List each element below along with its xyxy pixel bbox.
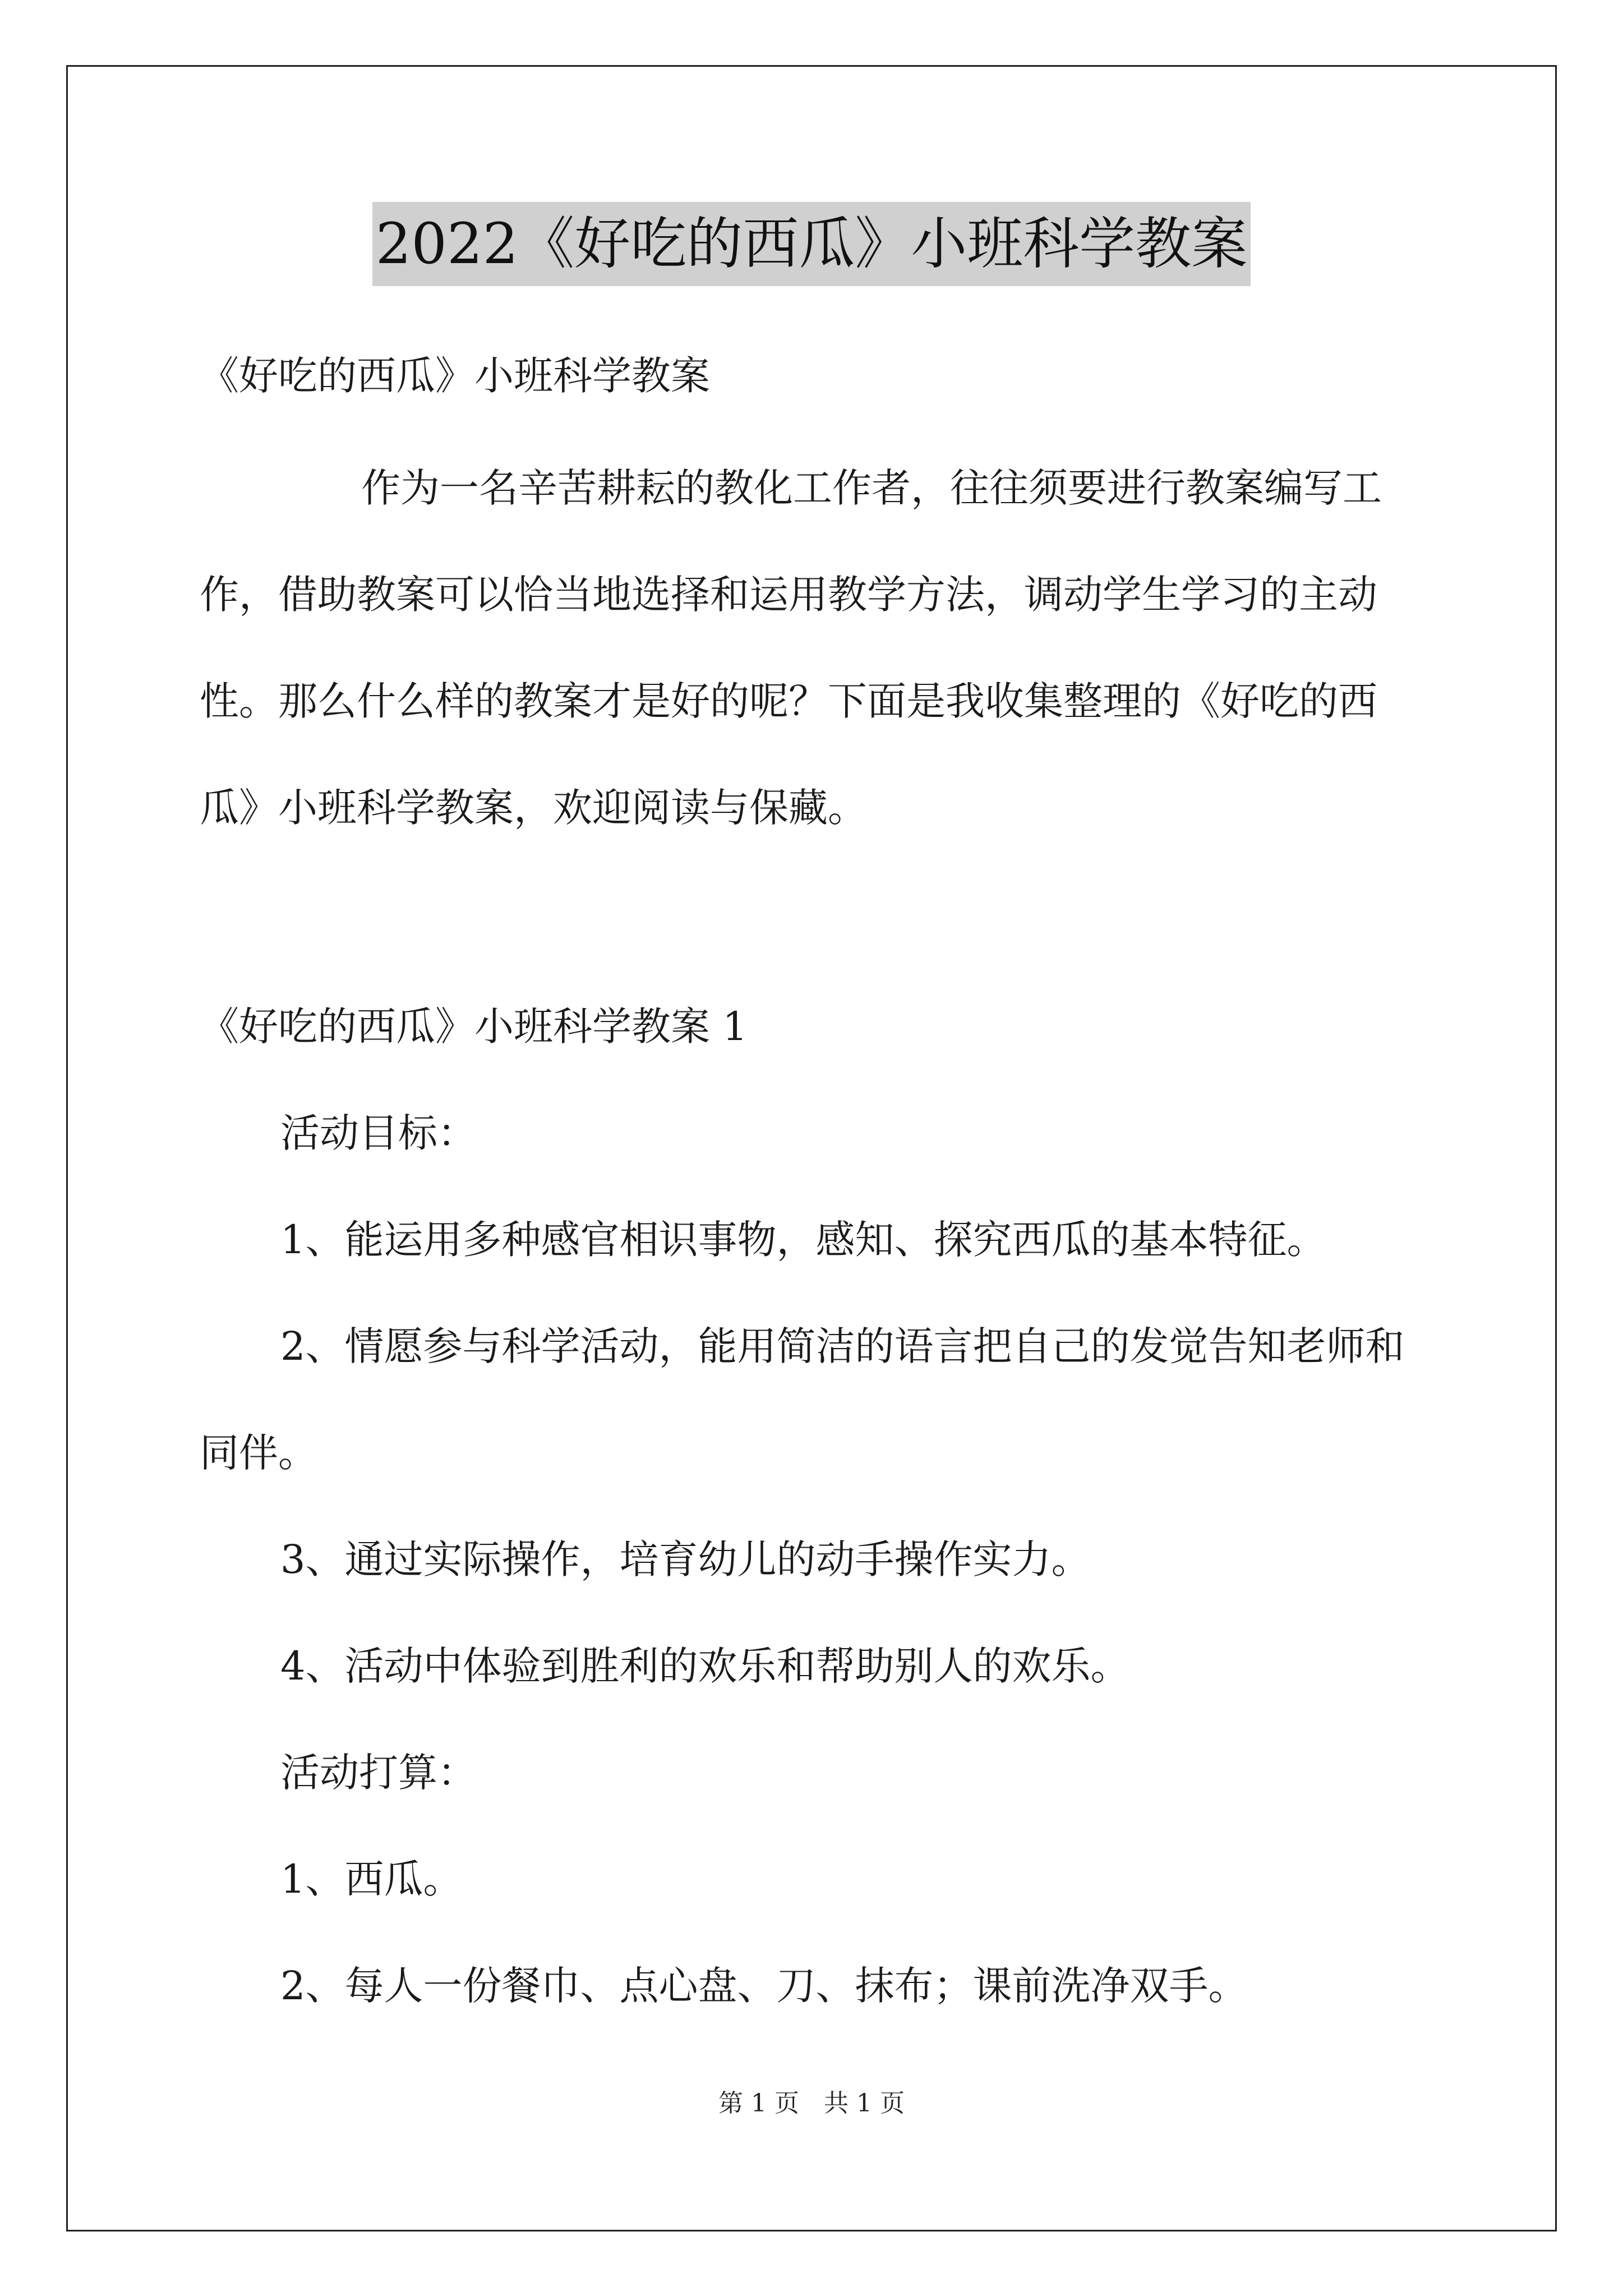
prep-item-2: 2、每人一份餐巾、点心盘、刀、抹布；课前洗净双手。 [280, 1963, 1248, 2009]
goal-item-3: 3、通过实际操作，培育幼儿的动手操作实力。 [280, 1536, 1091, 1582]
document-title: 2022《好吃的西瓜》小班科学教案 [372, 202, 1251, 286]
document-subtitle: 《好吃的西瓜》小班科学教案 [200, 353, 710, 399]
intro-line-2: 作，借助教案可以恰当地选择和运用教学方法，调动学生学习的主动 [200, 572, 1377, 618]
intro-line-3: 性。那么什么样的教案才是好的呢？下面是我收集整理的《好吃的西 [200, 678, 1377, 724]
title-container [0, 202, 1623, 286]
prep-item-1: 1、西瓜。 [280, 1856, 463, 1902]
goals-label: 活动目标： [280, 1110, 477, 1156]
goal-item-4: 4、活动中体验到胜利的欢乐和帮助别人的欢乐。 [280, 1643, 1130, 1689]
intro-line-4: 瓜》小班科学教案，欢迎阅读与保藏。 [200, 785, 867, 831]
goal-item-1: 1、能运用多种感官相识事物，感知、探究西瓜的基本特征。 [280, 1217, 1326, 1263]
page-footer: 第 1 页 共 1 页 [718, 2089, 905, 2118]
goal-item-2-cont: 同伴。 [200, 1430, 317, 1476]
prep-label: 活动打算： [280, 1750, 477, 1796]
goal-item-2: 2、情愿参与科学活动，能用简洁的语言把自己的发觉告知老师和 [280, 1323, 1405, 1369]
section-heading: 《好吃的西瓜》小班科学教案 1 [200, 1004, 748, 1050]
intro-line-1: 作为一名辛苦耕耘的教化工作者，往往须要进行教案编写工 [361, 465, 1382, 511]
